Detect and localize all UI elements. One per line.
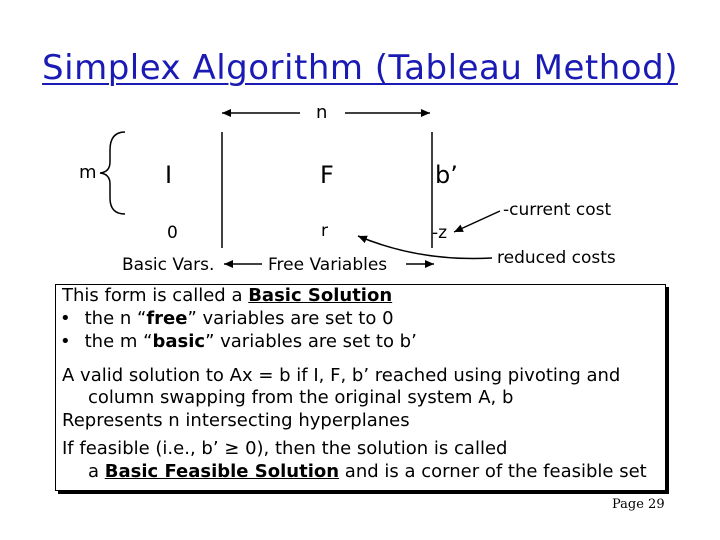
page-number: Page 29 — [612, 497, 665, 512]
current-cost-label: -current cost — [503, 200, 612, 220]
explanation-box — [55, 284, 666, 491]
n-label: n — [316, 102, 328, 123]
m-label: m — [79, 162, 97, 183]
text-line-6: Represents n intersecting hyperplanes — [62, 410, 410, 431]
cell-neg-z: -z — [432, 223, 448, 243]
bullet-free: • the n “free” variables are set to 0 — [60, 308, 394, 329]
text-line-7: If feasible (i.e., b’ ≥ 0), then the solution is called — [62, 438, 508, 459]
reduced-costs-label: reduced costs — [497, 248, 616, 268]
current-cost-arrow — [454, 211, 500, 232]
text-line-8: a Basic Feasible Solution and is a corner of the feasible set — [88, 461, 647, 482]
text-line-1: This form is called a Basic Solution — [62, 285, 393, 306]
cell-zero: 0 — [167, 223, 178, 243]
text-line-5: column swapping from the original system A, b — [88, 387, 514, 408]
bullet-basic: • the m “basic” variables are set to b’ — [60, 331, 417, 352]
basic-solution-term: Basic Solution — [248, 285, 393, 306]
cell-identity: I — [165, 161, 173, 189]
cell-b-prime: b’ — [435, 161, 458, 189]
slide-title: Simplex Algorithm (Tableau Method) — [42, 48, 678, 88]
cell-f: F — [320, 161, 334, 189]
basic-feasible-solution-term: Basic Feasible Solution — [104, 461, 340, 482]
basic-vars-label: Basic Vars. — [122, 255, 215, 275]
text-line-4: A valid solution to Ax = b if I, F, b’ reached using pivoting and — [62, 365, 621, 386]
free-vars-label: Free Variables — [268, 255, 388, 275]
cell-r: r — [321, 221, 328, 241]
m-brace — [100, 132, 125, 214]
